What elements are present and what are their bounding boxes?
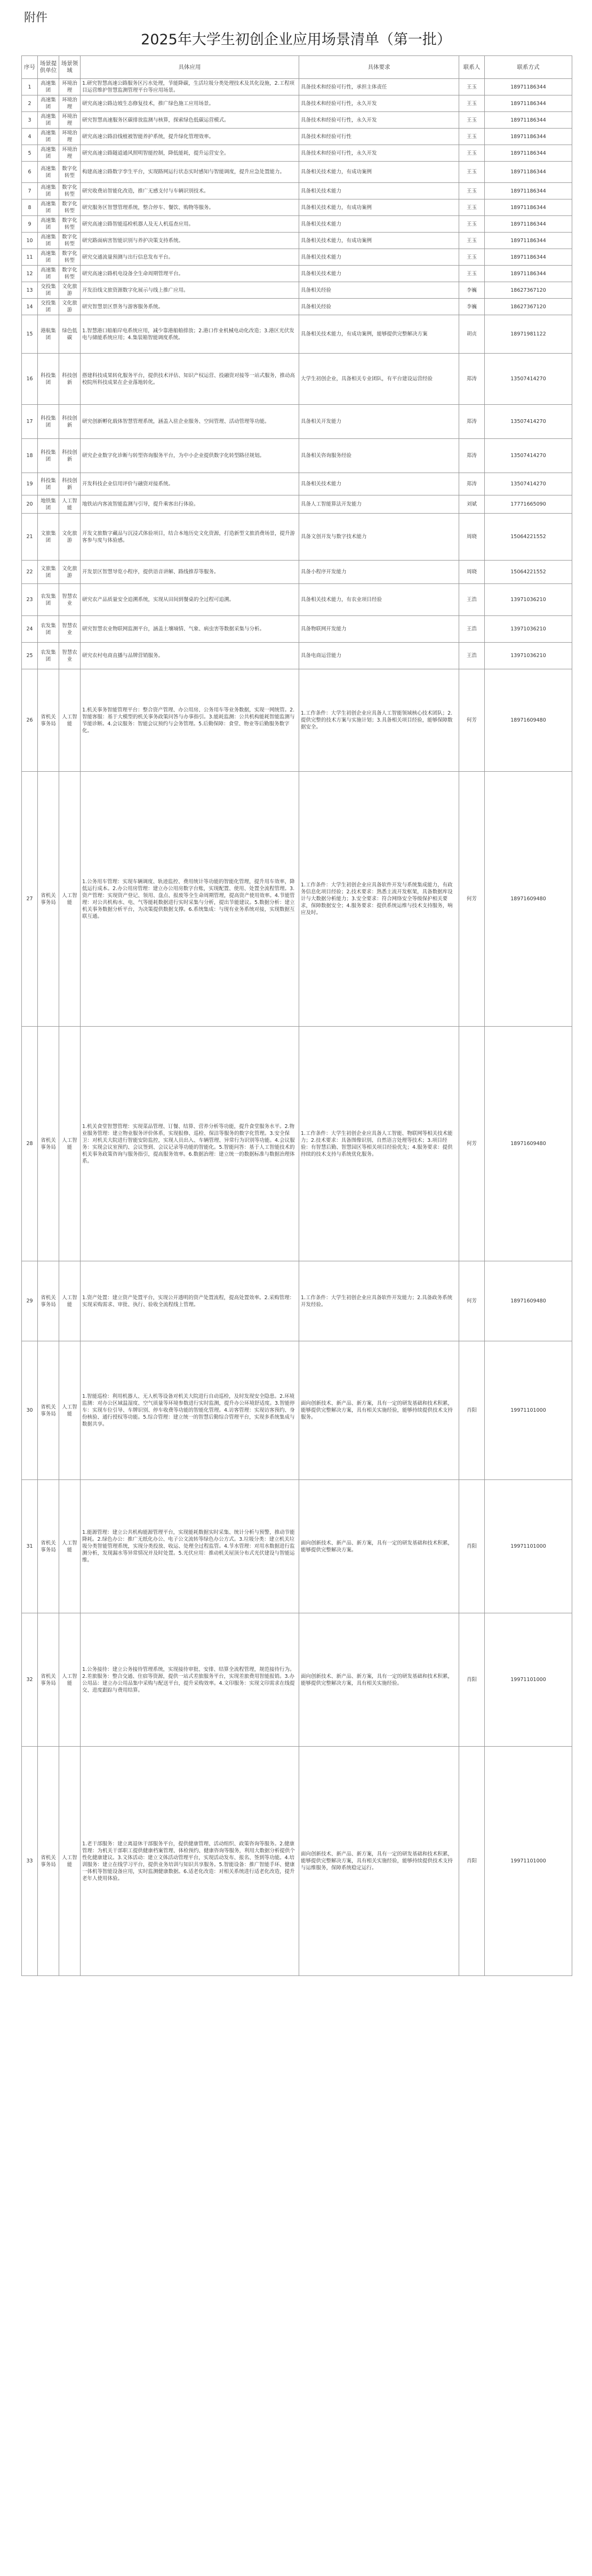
cell-app: 1.资产处置：建立资产处置平台，实现公开透明的资产处置流程，提高处置效率。2.采购管理：实现采购需求、审批、执行、验收全流程线上管理。 xyxy=(81,1261,299,1341)
cell-req: 具备技术和经验可行性 xyxy=(299,129,459,145)
cell-contact: 王玉 xyxy=(459,129,485,145)
cell-field: 人工智能 xyxy=(59,1261,81,1341)
cell-field: 科技创新 xyxy=(59,405,81,439)
cell-app: 研究智慧高速服务区碳排放监测与核算，探索绿色低碳运营模式。 xyxy=(81,112,299,129)
cell-phone: 18971186344 xyxy=(485,233,572,249)
cell-unit: 高速集团 xyxy=(38,183,59,199)
cell-no: 3 xyxy=(22,112,38,129)
cell-unit: 交投集团 xyxy=(38,282,59,299)
cell-field: 智慧农业 xyxy=(59,643,81,669)
cell-unit: 科投集团 xyxy=(38,439,59,473)
cell-req: 具备技术和经验可行性，永久开发 xyxy=(299,145,459,162)
header-app: 具体应用 xyxy=(81,56,299,79)
cell-field: 数字化转型 xyxy=(59,249,81,266)
cell-unit: 农发集团 xyxy=(38,643,59,669)
table-row xyxy=(22,249,572,266)
table-row xyxy=(22,1027,572,1261)
doc-title: 2025年大学生初创企业应用场景清单（第一批） xyxy=(141,31,451,48)
header-req: 具体要求 xyxy=(299,56,459,79)
cell-app: 搭建科技成果转化服务平台，提供技术评估、知识产权运营、投融资对接等一站式服务，推动高校院所科技成果在企业落地转化。 xyxy=(81,354,299,405)
cell-field: 人工智能 xyxy=(59,1480,81,1613)
table-row xyxy=(22,495,572,514)
table-row xyxy=(22,514,572,561)
cell-req: 具备技术和经验可行性，永久开发 xyxy=(299,95,459,112)
cell-field: 数字化转型 xyxy=(59,216,81,233)
cell-phone: 13971036210 xyxy=(485,616,572,643)
cell-phone: 18971609480 xyxy=(485,772,572,1027)
cell-app: 研究收费站智能化改造，推广无感支付与车辆识别技术。 xyxy=(81,183,299,199)
table-row xyxy=(22,561,572,584)
cell-no: 31 xyxy=(22,1480,38,1613)
cell-contact: 刘斌 xyxy=(459,495,485,514)
cell-field: 绿色低碳 xyxy=(59,315,81,354)
cell-field: 人工智能 xyxy=(59,1027,81,1261)
cell-phone: 15064221552 xyxy=(485,561,572,584)
cell-field: 数字化转型 xyxy=(59,162,81,183)
cell-field: 人工智能 xyxy=(59,495,81,514)
cell-phone: 13507414270 xyxy=(485,405,572,439)
header-field: 场景领域 xyxy=(59,56,81,79)
table-row xyxy=(22,669,572,772)
cell-app: 1.公务用车管理：实现车辆调度、轨迹监控、费用统计等功能的智能化管理，提升用车效率，降低运行成本。2.办公用房管理：建立办公用房数字台账，实现配置、使用、处置全流程管理。3.资产管理：实现资产登记、领用、盘点、报废等全生命周期管理，提高资产使用效率。4.节能管理：对公共机构水、电、气等能耗数据进行实时采集与分析，提出节能建议。5.数据分析：建立机关事务数据分析平台，为决策提供数据支撑。6.系统集成：与现有业务系统对接，实现数据互联互通。 xyxy=(81,772,299,1027)
cell-unit: 高速集团 xyxy=(38,249,59,266)
cell-no: 14 xyxy=(22,299,38,315)
cell-app: 1.机关食堂智慧管理：实现菜品管理、订餐、结算、营养分析等功能，提升食堂服务水平。2.物业服务管理：建立物业服务评价体系，实现报修、巡检、保洁等服务的数字化管理。3.安全保卫：对机关大院进行智能安防监控，实现人员出入、车辆管理、异常行为识别等功能。4.会议服务：实现会议室预约、会议签到、会议记录等功能的智能化。5.智能问答：基于人工智能技术的机关事务政策咨询与服务指引，提高服务效率。6.数据治理：建立统一的数据标准与数据治理体系。 xyxy=(81,1027,299,1261)
cell-req: 具备物联网开发能力 xyxy=(299,616,459,643)
cell-app: 研究路面病害智能识别与养护决策支持系统。 xyxy=(81,233,299,249)
cell-field: 人工智能 xyxy=(59,1613,81,1747)
cell-phone: 18971186344 xyxy=(485,162,572,183)
cell-req: 具备相关技术能力，有成功案例 xyxy=(299,199,459,216)
cell-no: 6 xyxy=(22,162,38,183)
cell-unit: 高速集团 xyxy=(38,162,59,183)
cell-phone: 18971186344 xyxy=(485,183,572,199)
cell-app: 研究高速公路边坡生态修复技术，推广绿色施工应用场景。 xyxy=(81,95,299,112)
cell-no: 22 xyxy=(22,561,38,584)
cell-req: 1.工作条件：大学生初创企业应具备软件开发与系统集成能力，有政务信息化项目经验；2.技术要求：熟悉主流开发框架，具备数据库设计与大数据分析能力；3.安全要求：符合网络安全等级保护相关要求，保障数据安全；4.服务要求：提供系统运维与技术支持服务，响应及时。 xyxy=(299,772,459,1027)
cell-phone: 19971101000 xyxy=(485,1613,572,1747)
table-row xyxy=(22,439,572,473)
header-no: 序号 xyxy=(22,56,38,79)
cell-unit: 科投集团 xyxy=(38,473,59,495)
cell-unit: 高速集团 xyxy=(38,266,59,282)
table-row xyxy=(22,1480,572,1613)
cell-phone: 13507414270 xyxy=(485,354,572,405)
cell-app: 研究企业数字化诊断与转型咨询服务平台，为中小企业提供数字化转型路径规划。 xyxy=(81,439,299,473)
cell-unit: 高速集团 xyxy=(38,216,59,233)
cell-unit: 高速集团 xyxy=(38,112,59,129)
cell-app: 研究高速公路智能巡检机器人及无人机巡查应用。 xyxy=(81,216,299,233)
cell-contact: 王玉 xyxy=(459,79,485,95)
cell-contact: 周晓 xyxy=(459,514,485,561)
cell-field: 科技创新 xyxy=(59,439,81,473)
cell-no: 2 xyxy=(22,95,38,112)
cell-req: 具备人工智能算法开发能力 xyxy=(299,495,459,514)
cell-contact: 王玉 xyxy=(459,183,485,199)
cell-contact: 王玉 xyxy=(459,145,485,162)
cell-unit: 高速集团 xyxy=(38,199,59,216)
cell-app: 研究服务区智慧管理系统，整合停车、餐饮、购物等服务。 xyxy=(81,199,299,216)
cell-req: 具备技术和经验可行性，永久开发 xyxy=(299,112,459,129)
cell-phone: 15064221552 xyxy=(485,514,572,561)
table-row xyxy=(22,1261,572,1341)
cell-app: 研究智慧农业物联网监测平台，涵盖土壤墒情、气象、病虫害等数据采集与分析。 xyxy=(81,616,299,643)
cell-app: 1.智慧港口船舶岸电系统应用，减少靠港船舶排放；2.港口作业机械电动化改造；3.港区光伏发电与储能系统应用；4.集装箱智能调度系统。 xyxy=(81,315,299,354)
cell-contact: 何芳 xyxy=(459,772,485,1027)
cell-unit: 文旅集团 xyxy=(38,561,59,584)
cell-phone: 18971981122 xyxy=(485,315,572,354)
cell-no: 32 xyxy=(22,1613,38,1747)
cell-req: 具备相关技术能力 xyxy=(299,266,459,282)
table-row xyxy=(22,112,572,129)
table-row xyxy=(22,183,572,199)
table-row xyxy=(22,233,572,249)
cell-unit: 地铁集团 xyxy=(38,495,59,514)
cell-req: 具备相关技术能力，有成功案例，能够提供完整解决方案 xyxy=(299,315,459,354)
table-row xyxy=(22,266,572,282)
cell-contact: 李巍 xyxy=(459,299,485,315)
cell-field: 人工智能 xyxy=(59,1341,81,1480)
cell-field: 环境治理 xyxy=(59,145,81,162)
cell-no: 19 xyxy=(22,473,38,495)
table-row xyxy=(22,772,572,1027)
cell-contact: 何芳 xyxy=(459,1027,485,1261)
cell-field: 科技创新 xyxy=(59,473,81,495)
cell-no: 33 xyxy=(22,1747,38,1976)
cell-field: 人工智能 xyxy=(59,1747,81,1976)
cell-contact: 王玉 xyxy=(459,266,485,282)
cell-field: 科技创新 xyxy=(59,354,81,405)
cell-contact: 郑涛 xyxy=(459,473,485,495)
cell-unit: 省机关事务局 xyxy=(38,1747,59,1976)
cell-app: 1.机关事务智能管理平台：整合资产管理、办公用房、公务用车等业务数据，实现一网统管。2.智能客服：基于大模型的机关事务政策问答与办事指引。3.能耗监测：公共机构能耗智能监测与节能诊断。4.会议服务：智能会议预约与会务管理。5.后勤保障：食堂、物业等后勤服务数字化。 xyxy=(81,669,299,772)
table-row xyxy=(22,79,572,95)
table-row xyxy=(22,216,572,233)
cell-unit: 省机关事务局 xyxy=(38,669,59,772)
cell-field: 数字化转型 xyxy=(59,266,81,282)
cell-app: 地铁站内客流智能监测与引导，提升乘客出行体验。 xyxy=(81,495,299,514)
cell-phone: 18627367120 xyxy=(485,282,572,299)
cell-no: 13 xyxy=(22,282,38,299)
cell-no: 8 xyxy=(22,199,38,216)
cell-app: 开发文旅数字藏品与沉浸式体验项目，结合本地历史文化资源，打造新型文旅消费场景，提升游客参与度与体验感。 xyxy=(81,514,299,561)
cell-unit: 高速集团 xyxy=(38,145,59,162)
cell-phone: 13971036210 xyxy=(485,584,572,616)
cell-no: 15 xyxy=(22,315,38,354)
cell-app: 1.研究智慧高速公路服务区污水处理，节能降碳，生活垃圾分类处理技术及其化设施，2.工程项目运营维护智慧监测管理平台等应用场景。 xyxy=(81,79,299,95)
cell-unit: 科投集团 xyxy=(38,405,59,439)
cell-contact: 王玉 xyxy=(459,112,485,129)
cell-unit: 高速集团 xyxy=(38,129,59,145)
cell-contact: 王浩 xyxy=(459,616,485,643)
cell-req: 具备小程序开发能力 xyxy=(299,561,459,584)
cell-unit: 高速集团 xyxy=(38,95,59,112)
cell-app: 研究高速公路隧道通风照明智能控制，降低能耗，提升运营安全。 xyxy=(81,145,299,162)
table-row xyxy=(22,1613,572,1747)
cell-no: 25 xyxy=(22,643,38,669)
cell-unit: 省机关事务局 xyxy=(38,772,59,1027)
cell-req: 面向创新技术、新产品、新方案，具有一定的研发基础和技术积累，能够提供完整解决方案，具有相关实施经验。 xyxy=(299,1613,459,1747)
table-row xyxy=(22,162,572,183)
table-row xyxy=(22,584,572,616)
table-row xyxy=(22,643,572,669)
cell-phone: 18971186344 xyxy=(485,112,572,129)
cell-app: 1.老干部服务：建立离退休干部服务平台，提供健康管理、活动组织、政策咨询等服务。2.健康管理：为机关干部职工提供健康档案管理、体检预约、健康咨询等服务，利用大数据分析提供个性化健康建议。3.文体活动：建立文体活动管理平台，实现活动发布、报名、签到等功能。4.培训服务：建立在线学习平台，提供业务培训与知识共享服务。5.智能设备：推广智能手环、健康一体机等智能设备应用，实时监测健康数据。6.适老化改造：对相关系统进行适老化改造，提升老年人使用体验。 xyxy=(81,1747,299,1976)
cell-app: 研究农村电商直播与品牌营销服务。 xyxy=(81,643,299,669)
cell-unit: 港航集团 xyxy=(38,315,59,354)
cell-app: 1.公务接待：建立公务接待管理系统，实现接待审批、安排、结算全流程管理，规范接待行为。2.差旅服务：整合交通、住宿等资源，提供一站式差旅服务平台，实现差旅费用智能报销。3.办公用品：建立办公用品集中采购与配送平台，提升采购效率。4.文印服务：实现文印需求在线提交、进度跟踪与费用结算。 xyxy=(81,1613,299,1747)
cell-app: 1.能源管理：建立公共机构能源管理平台，实现能耗数据实时采集、统计分析与预警，推动节能降耗。2.绿色办公：推广无纸化办公、电子公文流转等绿色办公方式。3.垃圾分类：建立机关垃圾分类智能管理系统，实现分类投放、收运、处理全过程监管。4.节水管理：对用水数据进行监测分析，发现漏水等异常情况并及时处置。5.光伏应用：推动机关屋顶分布式光伏建设与智能运维。 xyxy=(81,1480,299,1613)
cell-phone: 18971186344 xyxy=(485,95,572,112)
cell-req: 具备技术和经验可行性，承担主体责任 xyxy=(299,79,459,95)
table-row xyxy=(22,473,572,495)
cell-field: 环境治理 xyxy=(59,112,81,129)
cell-req: 具备相关技术能力 xyxy=(299,216,459,233)
cell-app: 研究高速公路机电设备全生命周期管理平台。 xyxy=(81,266,299,282)
cell-field: 文化旅游 xyxy=(59,514,81,561)
cell-req: 具备相关技术能力，有农业项目经验 xyxy=(299,584,459,616)
cell-phone: 19971101000 xyxy=(485,1480,572,1613)
cell-contact: 王玉 xyxy=(459,233,485,249)
cell-req: 具备电商运营能力 xyxy=(299,643,459,669)
table-row xyxy=(22,129,572,145)
cell-field: 数字化转型 xyxy=(59,183,81,199)
cell-phone: 18627367120 xyxy=(485,299,572,315)
cell-req: 1.工作条件：大学生初创企业应具备人工智能领域核心技术团队；2.提供完整的技术方案与实施计划；3.具备相关项目经验，能够保障数据安全。 xyxy=(299,669,459,772)
cell-phone: 19971101000 xyxy=(485,1341,572,1480)
table-row xyxy=(22,405,572,439)
header-unit: 场景提供单位 xyxy=(38,56,59,79)
cell-unit: 农发集团 xyxy=(38,616,59,643)
table-row xyxy=(22,315,572,354)
table-row xyxy=(22,299,572,315)
cell-no: 21 xyxy=(22,514,38,561)
cell-phone: 18971186344 xyxy=(485,129,572,145)
cell-contact: 王玉 xyxy=(459,216,485,233)
cell-no: 27 xyxy=(22,772,38,1027)
cell-req: 具备相关技术能力 xyxy=(299,473,459,495)
cell-app: 研究高速公路沿线植被智能养护系统，提升绿化管理效率。 xyxy=(81,129,299,145)
cell-contact: 王浩 xyxy=(459,584,485,616)
cell-field: 智慧农业 xyxy=(59,616,81,643)
cell-field: 文化旅游 xyxy=(59,282,81,299)
cell-app: 开发景区智慧导览小程序，提供语音讲解、路线推荐等服务。 xyxy=(81,561,299,584)
cell-contact: 肖阳 xyxy=(459,1480,485,1613)
cell-no: 16 xyxy=(22,354,38,405)
cell-app: 研究智慧景区票务与游客服务系统。 xyxy=(81,299,299,315)
table-row xyxy=(22,95,572,112)
cell-unit: 省机关事务局 xyxy=(38,1027,59,1261)
cell-app: 构建高速公路数字孪生平台，实现路网运行状态实时感知与智能调度，提升应急处置能力。 xyxy=(81,162,299,183)
cell-phone: 18971186344 xyxy=(485,199,572,216)
cell-no: 5 xyxy=(22,145,38,162)
cell-unit: 农发集团 xyxy=(38,584,59,616)
cell-req: 具备文创开发与数字技术能力 xyxy=(299,514,459,561)
table-body xyxy=(22,79,572,1976)
cell-contact: 郑涛 xyxy=(459,439,485,473)
cell-app: 研究创新孵化载体智慧管理系统，涵盖入驻企业服务、空间管理、活动管理等功能。 xyxy=(81,405,299,439)
cell-app: 开发沿线文旅资源数字化展示与线上推广应用。 xyxy=(81,282,299,299)
cell-req: 具备相关技术能力 xyxy=(299,183,459,199)
cell-phone: 17771665090 xyxy=(485,495,572,514)
cell-req: 面向创新技术、新产品、新方案，具有一定的研发基础和技术积累，能够提供完整解决方案，具有相关实施经验，能够持续提供技术支持服务。 xyxy=(299,1341,459,1480)
cell-phone: 18971186344 xyxy=(485,249,572,266)
cell-phone: 13507414270 xyxy=(485,473,572,495)
cell-app: 开发科技企业信用评价与融资对接系统。 xyxy=(81,473,299,495)
cell-field: 环境治理 xyxy=(59,129,81,145)
cell-contact: 肖阳 xyxy=(459,1341,485,1480)
cell-contact: 王浩 xyxy=(459,643,485,669)
cell-field: 人工智能 xyxy=(59,669,81,772)
cell-phone: 18971609480 xyxy=(485,1027,572,1261)
cell-unit: 高速集团 xyxy=(38,233,59,249)
table-header-row xyxy=(22,56,572,79)
table-row xyxy=(22,1747,572,1976)
cell-req: 具备相关技术能力，有成功案例 xyxy=(299,162,459,183)
cell-phone: 18971186344 xyxy=(485,79,572,95)
cell-phone: 18971609480 xyxy=(485,1261,572,1341)
cell-unit: 省机关事务局 xyxy=(38,1613,59,1747)
scenario-table xyxy=(21,55,572,1976)
cell-contact: 李巍 xyxy=(459,282,485,299)
cell-phone: 18971609480 xyxy=(485,669,572,772)
cell-req: 具备相关技术能力，有成功案例 xyxy=(299,233,459,249)
cell-field: 智慧农业 xyxy=(59,584,81,616)
cell-unit: 省机关事务局 xyxy=(38,1480,59,1613)
cell-phone: 13507414270 xyxy=(485,439,572,473)
cell-no: 18 xyxy=(22,439,38,473)
cell-field: 环境治理 xyxy=(59,79,81,95)
cell-contact: 肖阳 xyxy=(459,1613,485,1747)
cell-app: 1.智能巡检：利用机器人、无人机等设备对机关大院进行自动巡检，及时发现安全隐患。2.环境监测：对办公区域温湿度、空气质量等环境参数进行实时监测，提升办公环境舒适度。3.智能停车：实现车位引导、车牌识别、停车收费等功能的智能化管理。4.访客管理：实现访客预约、身份核验、通行授权等功能。5.综合管理：建立统一的智慧后勤综合管理平台，实现多系统集成与数据共享。 xyxy=(81,1341,299,1480)
cell-phone: 18971186344 xyxy=(485,266,572,282)
cell-req: 大学生初创企业，具备相关专业团队，有平台建设运营经验 xyxy=(299,354,459,405)
table-row xyxy=(22,199,572,216)
cell-contact: 王玉 xyxy=(459,249,485,266)
table-row xyxy=(22,354,572,405)
cell-no: 24 xyxy=(22,616,38,643)
cell-no: 29 xyxy=(22,1261,38,1341)
cell-req: 具备相关经验 xyxy=(299,282,459,299)
cell-contact: 郑涛 xyxy=(459,405,485,439)
cell-unit: 省机关事务局 xyxy=(38,1261,59,1341)
cell-field: 文化旅游 xyxy=(59,299,81,315)
cell-no: 26 xyxy=(22,669,38,772)
cell-no: 28 xyxy=(22,1027,38,1261)
cell-contact: 周晓 xyxy=(459,561,485,584)
cell-unit: 高速集团 xyxy=(38,79,59,95)
header-contact: 联系人 xyxy=(459,56,485,79)
cell-req: 具备相关开发能力 xyxy=(299,405,459,439)
cell-unit: 省机关事务局 xyxy=(38,1341,59,1480)
cell-no: 17 xyxy=(22,405,38,439)
cell-phone: 13971036210 xyxy=(485,643,572,669)
cell-no: 23 xyxy=(22,584,38,616)
table-row xyxy=(22,1341,572,1480)
cell-no: 4 xyxy=(22,129,38,145)
cell-no: 30 xyxy=(22,1341,38,1480)
cell-contact: 王玉 xyxy=(459,199,485,216)
cell-app: 研究农产品质量安全追溯系统，实现从田间到餐桌的全过程可追溯。 xyxy=(81,584,299,616)
cell-phone: 18971186344 xyxy=(485,216,572,233)
cell-contact: 胡贞 xyxy=(459,315,485,354)
cell-unit: 文旅集团 xyxy=(38,514,59,561)
cell-phone: 19971101000 xyxy=(485,1747,572,1976)
header-phone: 联系方式 xyxy=(485,56,572,79)
cell-unit: 交投集团 xyxy=(38,299,59,315)
cell-contact: 王玉 xyxy=(459,162,485,183)
cell-no: 7 xyxy=(22,183,38,199)
cell-no: 10 xyxy=(22,233,38,249)
cell-req: 1.工作条件：大学生初创企业应具备软件开发能力；2.具备政务系统开发经验。 xyxy=(299,1261,459,1341)
cell-field: 环境治理 xyxy=(59,95,81,112)
cell-contact: 肖阳 xyxy=(459,1747,485,1976)
doc-label: 附件 xyxy=(24,11,48,25)
cell-field: 数字化转型 xyxy=(59,233,81,249)
cell-req: 具备相关咨询服务经验 xyxy=(299,439,459,473)
table-row xyxy=(22,616,572,643)
cell-contact: 郑涛 xyxy=(459,354,485,405)
cell-field: 文化旅游 xyxy=(59,561,81,584)
cell-req: 面向创新技术、新产品、新方案，具有一定的研发基础和技术积累，能够提供完整解决方案。 xyxy=(299,1480,459,1613)
table-row xyxy=(22,282,572,299)
table-row xyxy=(22,145,572,162)
cell-no: 12 xyxy=(22,266,38,282)
cell-no: 1 xyxy=(22,79,38,95)
cell-contact: 何芳 xyxy=(459,669,485,772)
cell-field: 人工智能 xyxy=(59,772,81,1027)
cell-contact: 何芳 xyxy=(459,1261,485,1341)
cell-req: 具备相关技术能力 xyxy=(299,249,459,266)
cell-app: 研究交通流量预测与出行信息发布平台。 xyxy=(81,249,299,266)
cell-no: 20 xyxy=(22,495,38,514)
cell-phone: 18971186344 xyxy=(485,145,572,162)
cell-unit: 科投集团 xyxy=(38,354,59,405)
cell-field: 数字化转型 xyxy=(59,199,81,216)
cell-req: 面向创新技术、新产品、新方案，具有一定的研发基础和技术积累，能够提供完整解决方案，具有相关实施经验，能够持续提供技术支持与运维服务，保障系统稳定运行。 xyxy=(299,1747,459,1976)
cell-no: 9 xyxy=(22,216,38,233)
cell-req: 1.工作条件：大学生初创企业应具备人工智能、物联网等相关技术能力；2.技术要求：具备图像识别、自然语言处理等技术；3.项目经验：有智慧后勤、智慧园区等相关项目经验优先；4.服务要求：提供持续的技术支持与系统优化服务。 xyxy=(299,1027,459,1261)
cell-no: 11 xyxy=(22,249,38,266)
cell-req: 具备相关经验 xyxy=(299,299,459,315)
cell-contact: 王玉 xyxy=(459,95,485,112)
